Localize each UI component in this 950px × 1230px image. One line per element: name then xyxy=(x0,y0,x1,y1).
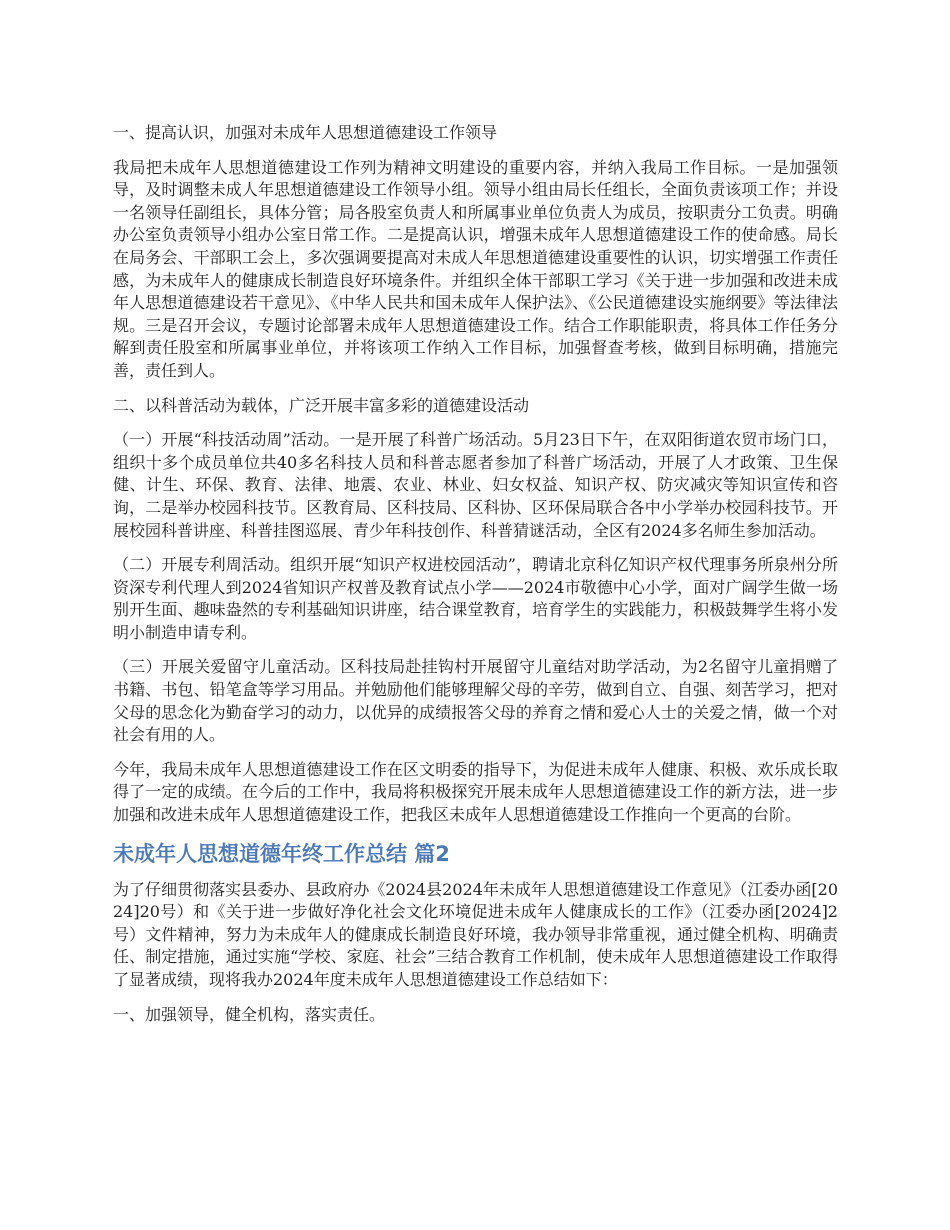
paragraph: （一）开展“科技活动周”活动。一是开展了科普广场活动。5月23日下午，在双阳街道农贸市场门口，组织十多个成员单位共40多名科技人员和科普志愿者参加了科普广场活动，开展了人才政策、卫生保健、计生、环保、教育、法律、地震、农业、林业、妇女权益、知识产权、防灾减灾等知识宣传和咨询，二是举办校园科技节。区教育局、区科技局、区科协、区环保局联合各中小学举办校园科技节。开展校园科普讲座、科普挂图巡展、青少年科技创作、科普猜谜活动，全区有2024多名师生参加活动。 xyxy=(113,430,838,540)
paragraph: （二）开展专利周活动。组织开展“知识产权进校园活动”，聘请北京科亿知识产权代理事务所泉州分所资深专利代理人到2024省知识产权普及教育试点小学——2024市敬德中心小学，面对广阔学生做一场别开生面、趣味盎然的专利基础知识讲座，结合课堂教育，培育学生的实践能力，积极鼓舞学生将小发明小制造申请专利。 xyxy=(113,555,838,642)
paragraph: （三）开展关爱留守儿童活动。区科技局赴挂钩村开展留守儿童结对助学活动，为2名留守儿童捐赠了书籍、书包、铅笔盒等学习用品。并勉励他们能够理解父母的辛劳，做到自立、自强、刻苦学习，把对父母的思念化为勤奋学习的动力，以优异的成绩报答父母的养育之情和爱心人士的关爱之情，做一个对社会有用的人。 xyxy=(113,657,838,745)
document-page xyxy=(113,122,838,1038)
paragraph: 为了仔细贯彻落实县委办、县政府办《2024县2024年未成年人思想道德建设工作意见》（江委办函[2024]20号）和《关于进一步做好净化社会文化环境促进未成年人健康成长的工作》（江委办函[2024]2号）文件精神，努力为未成年人的健康成长制造良好环境，我办领导非常重视，通过健全机构、明确责任、制定措施，通过实施“学校、家庭、社会”三结合教育工作机制，使未成年人思想道德建设工作取得了显著成绩，现将我办2024年度未成年人思想道德建设工作总结如下： xyxy=(113,879,838,989)
paragraph: 今年，我局未成年人思想道德建设工作在区文明委的指导下，为促进未成年人健康、积极、欢乐成长取得了一定的成绩。在今后的工作中，我局将积极探究开展未成年人思想道德建设工作的新方法，进一步加强和改进未成年人思想道德建设工作，把我区未成年人思想道德建设工作推向一个更高的台阶。 xyxy=(113,759,838,825)
section-title-2: 二、以科普活动为载体，广泛开展丰富多彩的道德建设活动 xyxy=(113,395,530,415)
article-heading: 未成年人思想道德年终工作总结 篇2 xyxy=(113,841,450,866)
section-title-1: 一、提高认识，加强对未成年人思想道德建设工作领导 xyxy=(113,123,498,142)
paragraph: 我局把未成年人思想道德建设工作列为精神文明建设的重要内容，并纳入我局工作目标。一是加强领导，及时调整未成人年思想道德建设工作领导小组。领导小组由局长任组长，全面负责该项工作；并设一名领导任副组长，具体分管；局各股室负责人和所属事业单位负责人为成员，按职责分工负责。明确办公室负责领导小组办公室日常工作。二是提高认识，增强未成年人思想道德建设工作的使命感。局长在局务会、干部职工会上，多次强调要提高对未成人年思想道德建设重要性的认识，切实增强工作责任感，为未成年人的健康成长制造良好环境条件。并组织全体干部职工学习《关于进一步加强和改进未成年人思想道德建设若干意见》、《中华人民共和国未成年人保护法》、《公民道德建设实施纲要》等法律法规。三是召开会议，专题讨论部署未成年人思想道德建设工作。结合工作职能职责，将具体工作任务分解到责任股室和所属事业单位，并将该项工作纳入工作目标，加强督查考核，做到目标明确，措施完善，责任到人。 xyxy=(113,157,838,380)
section-title-3: 一、加强领导，健全机构，落实责任。 xyxy=(113,1004,386,1024)
